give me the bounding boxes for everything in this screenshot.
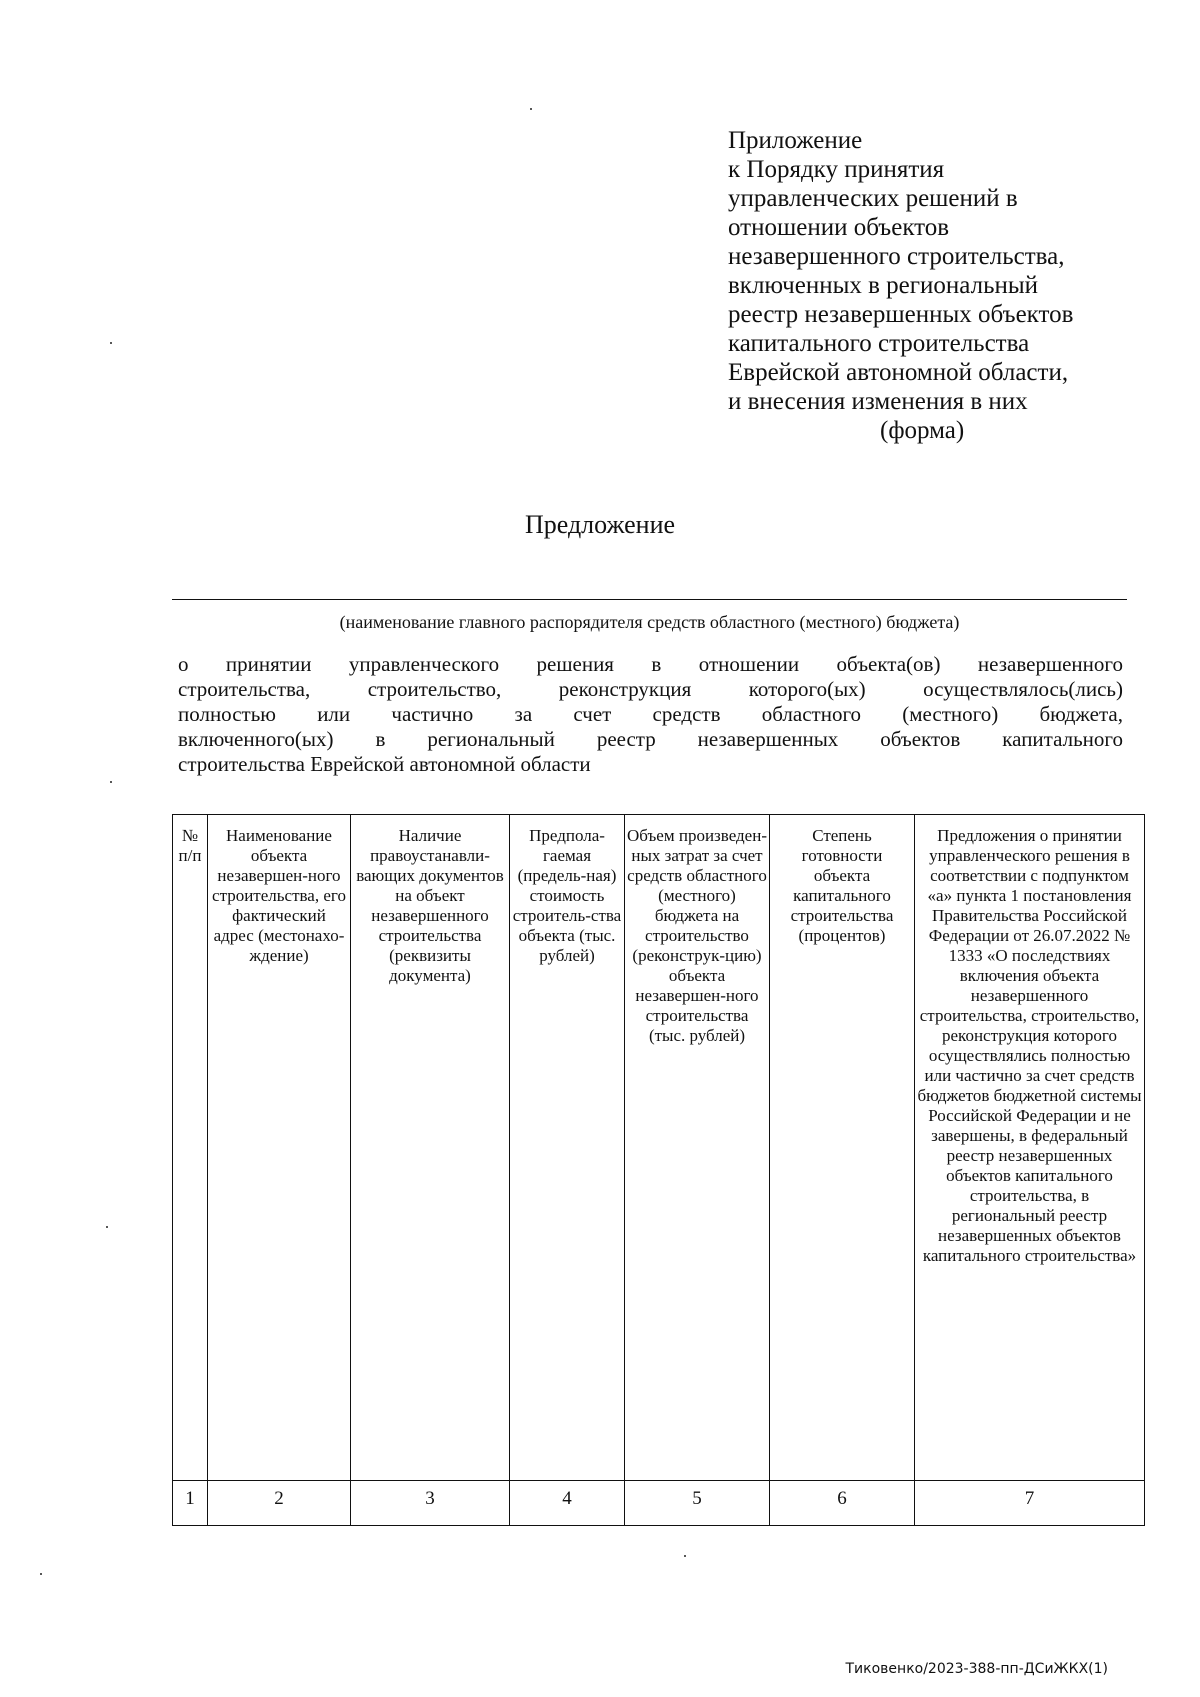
column-number-cell: 1 (173, 1481, 208, 1526)
footer-reference: Тиковенко/2023-388-пп-ДСиЖКХ(1) (845, 1661, 1108, 1677)
column-number-cell: 6 (770, 1481, 915, 1526)
appendix-line: реестр незавершенных объектов (728, 301, 1074, 328)
body-line: включенного(ых) в региональный реестр незавершенных объектов капитального (178, 727, 1123, 751)
scan-speck (530, 108, 532, 110)
scan-speck (40, 1573, 42, 1575)
header-title-documents: Наличие правоустанавли-вающих документов на объект незавершенного строительства (реквизиты документа) (351, 815, 510, 1481)
column-number-cell: 3 (351, 1481, 510, 1526)
column-number-cell: 4 (510, 1481, 625, 1526)
scan-speck (684, 1555, 686, 1557)
column-number-cell: 5 (625, 1481, 770, 1526)
body-line: о принятии управленческого решения в отношении объекта(ов) незавершенного (178, 652, 1123, 676)
proposal-table (172, 814, 1145, 1526)
document-title: Предложение (524, 510, 676, 539)
appendix-line: незавершенного строительства, (728, 243, 1065, 270)
appendix-line: Еврейской автономной области, (728, 359, 1069, 386)
column-number-cell: 7 (915, 1481, 1145, 1526)
header-readiness-degree: Степень готовности объекта капитального строительства (процентов) (770, 815, 915, 1481)
body-line: строительства Еврейской автономной области (178, 752, 591, 776)
table-header-row (173, 815, 1145, 1481)
body-line: полностью или частично за счет средств областного (местного) бюджета, (178, 702, 1123, 726)
header-number: № п/п (173, 815, 208, 1481)
appendix-line: отношении объектов (728, 214, 950, 241)
appendix-line: включенных в региональный (728, 272, 1039, 299)
column-number-cell: 2 (208, 1481, 351, 1526)
form-label: (форма) (880, 417, 965, 444)
body-paragraph (178, 652, 1123, 777)
appendix-line: к Порядку принятия (728, 156, 945, 183)
header-proposals: Предложения о принятии управленческого решения в соответствии с подпунктом «а» пункта 1 постановления Правительства Российской Федерации от 26.07.2022 № 1333 «О последствиях включения объекта незавершенного строительства, строительство, реконструкция которого осуществлялись полностью или частично за счет средств бюджетов бюджетной системы Российской Федерации и не завершены, в федеральный реестр незавершенных объектов капитального строительства, в региональный реестр незавершенных объектов капитального строительства» (915, 815, 1145, 1481)
fill-in-line (172, 599, 1127, 600)
appendix-line: управленческих решений в (728, 185, 1018, 212)
header-object-name: Наименование объекта незавершен-ного строительства, его фактический адрес (местонахо-ждение) (208, 815, 351, 1481)
appendix-line: и внесения изменения в них (728, 388, 1028, 415)
scan-speck (110, 342, 112, 344)
scan-speck (106, 1226, 108, 1228)
table-row (173, 1481, 1145, 1526)
fill-in-caption: (наименование главного распорядителя средств областного (местного) бюджета) (339, 612, 960, 632)
header-estimated-cost: Предпола-гаемая (предель-ная) стоимость строитель-ства объекта (тыс. рублей) (510, 815, 625, 1481)
appendix-line: капитального строительства (728, 330, 1030, 357)
appendix-line: Приложение (728, 127, 863, 154)
scan-speck (110, 781, 112, 783)
body-line: строительства, строительство, реконструкция которого(ых) осуществлялось(лись) (178, 677, 1123, 701)
header-costs-incurred: Объем произведен-ных затрат за счет средств областного (местного) бюджета на строительство (реконструк-цию) объекта незавершен-ного строительства (тыс. рублей) (625, 815, 770, 1481)
appendix-block (728, 126, 1168, 445)
